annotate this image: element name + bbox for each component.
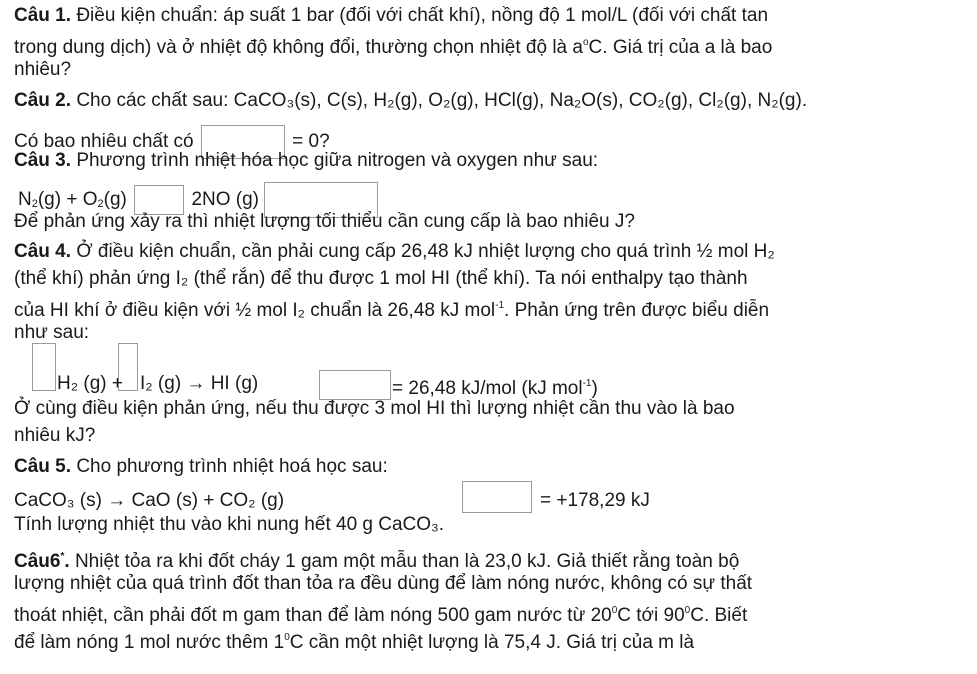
q4-label: Câu 4.	[14, 241, 72, 262]
q4-line5	[14, 397, 735, 421]
q4-coefficient-box-1	[32, 343, 56, 391]
q6-text-4b: C cần một nhiệt lượng là 75,4 J. Giá trị của m là	[289, 632, 695, 653]
q5-eq-value: = +178,29 kJ	[540, 490, 650, 511]
q6-label-star: *	[60, 551, 65, 562]
q5-text-1: Cho phương trình nhiệt hoá học sau:	[76, 456, 388, 477]
q6-line4	[14, 626, 694, 655]
q2-label: Câu 2.	[14, 90, 72, 111]
q6-label-text: Câu6	[14, 551, 61, 572]
q2-text-1: Cho các chất sau: CaCO₃(s), C(s), H₂(g), O₂(g), HCl(g), Na₂O(s), CO₂(g), Cl₂(g), N₂(g).	[76, 90, 808, 111]
q6-text-2: lượng nhiệt của quá trình đốt than tỏa ra đều dùng để làm nóng nước, không có sự thất	[14, 573, 753, 594]
q4-text-6: nhiêu kJ?	[14, 425, 96, 446]
q4-eq-value-text: = 26,48 kJ/mol (kJ mol	[392, 378, 583, 399]
q6-label	[14, 551, 70, 572]
q2-text-2a: Có bao nhiêu chất có	[14, 131, 194, 153]
q3-line3	[14, 210, 635, 234]
q6-text-3b: C tới 90	[617, 605, 685, 626]
q4-line2	[14, 267, 748, 291]
q3-line1	[14, 149, 598, 173]
q1-text-2a: trong dung dịch) và ở nhiệt độ không đổi, thường chọn nhiệt độ là a	[14, 37, 583, 58]
q5-line2	[14, 513, 444, 537]
q5-enthalpy-placeholder	[462, 481, 532, 513]
q6-degree-2: 0	[684, 605, 691, 616]
q4-text-5: Ở cùng điều kiện phản ứng, nếu thu được 3 mol HI thì lượng nhiệt cần thu vào là bao	[14, 398, 735, 419]
q1-text-2b: C. Giá trị của a là bao	[588, 37, 773, 58]
q4-eq-h2: H₂ (g) +	[57, 373, 123, 394]
q4-text-1: Ở điều kiện chuẩn, cần phải cung cấp 26,48 kJ nhiệt lượng cho quá trình ½ mol H₂	[76, 241, 775, 262]
q3-eq-n: N	[18, 189, 32, 211]
q4-eq-i2-hi: I₂ (g) → HI (g)	[140, 373, 259, 394]
q4-eq-right	[140, 372, 258, 396]
q5-eq-right	[540, 489, 650, 513]
q2-text-2b: = 0?	[292, 131, 330, 153]
q3-text-3: Để phản ứng xảy ra thì nhiệt lượng tối thiểu cần cung cấp là bao nhiêu J?	[14, 211, 635, 232]
q6-text-3a: thoát nhiệt, cần phải đốt m gam than để làm nóng 500 gam nước từ 20	[14, 605, 612, 626]
q6-label-dot: .	[64, 551, 70, 572]
q6-text-4a: để làm nóng 1 mol nước thêm 1	[14, 632, 285, 653]
q4-text-3a: của HI khí ở điều kiện với ½ mol I₂ chuẩn là 26,48 kJ mol	[14, 300, 496, 321]
q1-line3	[14, 58, 71, 82]
q4-line1	[14, 240, 775, 264]
q3-eq-o-sub: 2	[97, 198, 104, 211]
q4-eq-exp: -1	[582, 378, 592, 389]
q6-line1	[14, 545, 739, 574]
q5-line1	[14, 455, 388, 479]
q3-eq-n-sub: 2	[31, 198, 38, 211]
q3-text-1: Phương trình nhiệt hóa học giữa nitrogen và oxygen như sau:	[76, 150, 599, 171]
q5-label: Câu 5.	[14, 456, 72, 477]
q6-line3	[14, 599, 747, 628]
q6-line2	[14, 572, 752, 596]
q5-text-2: Tính lượng nhiệt thu vào khi nung hết 40 g CaCO₃.	[14, 514, 445, 535]
q1-text-1: Điều kiện chuẩn: áp suất 1 bar (đối với chất khí), nồng độ 1 mol/L (đối với chất tan	[76, 5, 769, 26]
q4-text-4: như sau:	[14, 322, 90, 343]
q4-line4	[14, 321, 89, 345]
q4-eq-left	[57, 372, 123, 396]
q4-text-2: (thể khí) phản ứng I₂ (thể rắn) để thu được 1 mol HI (thể khí). Ta nói enthalpy tạo thành	[14, 268, 748, 289]
q3-eq-g: (g)	[103, 189, 127, 211]
q5-eq-left	[14, 489, 284, 513]
q1-degree: o	[582, 37, 589, 48]
q6-text-3c: C. Biết	[690, 605, 748, 626]
q2-line1	[14, 89, 807, 113]
q4-exp: -1	[495, 300, 505, 311]
q1-label: Câu 1.	[14, 5, 72, 26]
q5-eq-reaction: CaCO₃ (s) → CaO (s) + CO₂ (g)	[14, 490, 285, 511]
q1-line2	[14, 31, 772, 60]
q4-text-3b: . Phản ứng trên được biểu diễn	[504, 300, 770, 321]
q4-line3	[14, 294, 769, 323]
q3-eq-product: 2NO (g)	[191, 189, 260, 211]
q6-text-1: Nhiệt tỏa ra khi đốt cháy 1 gam một mẫu than là 23,0 kJ. Giả thiết rằng toàn bộ	[74, 551, 740, 572]
q4-line6	[14, 424, 95, 448]
q4-enthalpy-placeholder	[319, 370, 391, 400]
q4-eq-close: )	[591, 378, 598, 399]
q1-text-3: nhiêu?	[14, 59, 72, 80]
q3-label: Câu 3.	[14, 150, 72, 171]
q6-degree-1: 0	[611, 605, 618, 616]
q3-eq-mid: (g) + O	[37, 189, 98, 211]
q6-degree-3: 0	[284, 632, 290, 643]
q1-line1	[14, 4, 768, 28]
